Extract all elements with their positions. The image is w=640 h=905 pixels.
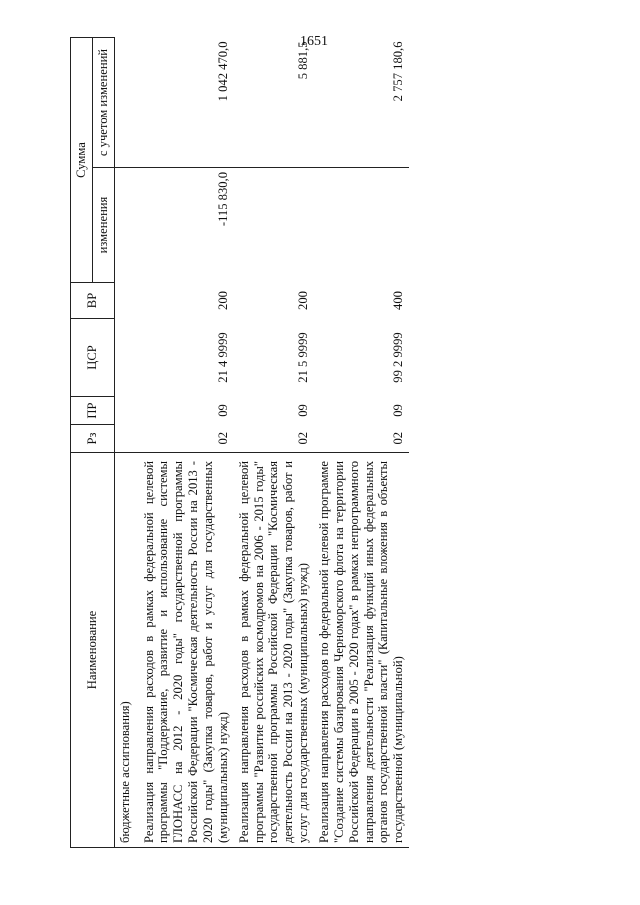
- header-csr: ЦСР: [71, 319, 115, 397]
- row-vr: 400: [391, 291, 406, 310]
- row-name: Реализация направления расходов в рамках федеральной целевой программы "Развитие российских космодромов на 2006 - 2015 годы" государственной программы Российской Федерации "Космическая деятельность России на 2013 - 2020 годы" (Закупка товаров, работ и услуг для государственных (муниципальных) нужд): [234, 453, 314, 848]
- table-row: [139, 37, 234, 847]
- page-number: 1651: [300, 34, 328, 49]
- header-pr: ПР: [71, 397, 115, 425]
- table-row: [234, 37, 314, 847]
- row-with-change: 2 757 180,6: [314, 37, 409, 167]
- row-rz: 02: [391, 431, 406, 445]
- row-csr: 99 2 9999: [391, 332, 406, 383]
- header-rz: Рз: [71, 425, 115, 453]
- row-pr: 09: [215, 404, 230, 417]
- row-rz: 02: [215, 431, 230, 445]
- row-rz: 02: [296, 431, 311, 445]
- header-with-change: с учетом изменений: [92, 37, 114, 167]
- budget-table: [70, 37, 409, 848]
- row-with-change: 1 042 470,0: [139, 37, 234, 167]
- table-row: [314, 37, 409, 847]
- row-csr: 21 4 9999: [215, 332, 230, 383]
- row-with-change: 5 881,5: [234, 37, 314, 167]
- row-vr: 200: [215, 291, 230, 310]
- row-name: Реализация направления расходов в рамках федеральной целевой программы "Поддержание, развитие и использование системы ГЛОНАСС на 2012 - 2020 годы" государственной программы Российской Федерации "Космическая деятельность России на 2013 - 2020 годы" (Закупка товаров, работ и услуг для государственных (муниципальных) нужд): [139, 453, 234, 848]
- row-vr: 200: [296, 291, 311, 310]
- header-change: изменения: [92, 168, 114, 283]
- continuation-text: бюджетные ассигнования): [114, 453, 138, 848]
- row-pr: 09: [296, 404, 311, 417]
- row-csr: 21 5 9999: [296, 332, 311, 383]
- row-change: [234, 168, 314, 283]
- header-vr: ВР: [71, 283, 115, 319]
- row-change: [314, 168, 409, 283]
- row-name: Реализация направления расходов по федеральной целевой программе "Создание системы базирования Черноморского флота на территории Российской Федерации в 2005 - 2020 годах" в рамках непрограммного направления деятельности "Реализация функций иных федеральных органов государственной власти" (Капитальные вложения в объекты государственной (муниципальной): [314, 453, 409, 848]
- row-pr: 09: [391, 404, 406, 417]
- table-row-continuation: [114, 37, 138, 847]
- rotated-page-content: [70, 38, 590, 848]
- row-change: -115 830,0: [215, 172, 230, 227]
- header-sum: Сумма: [71, 37, 93, 282]
- header-name: Наименование: [71, 453, 115, 848]
